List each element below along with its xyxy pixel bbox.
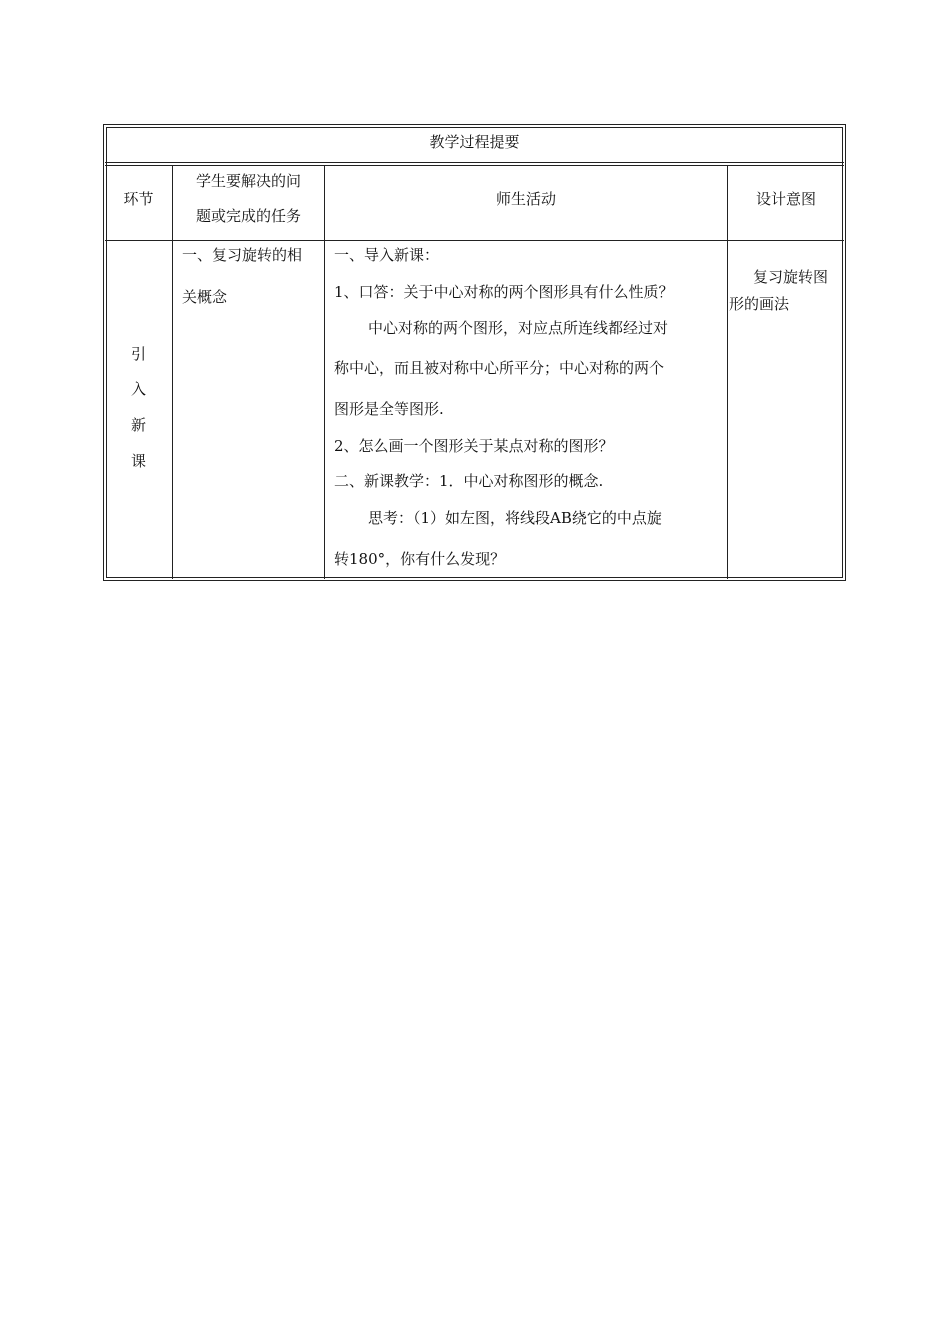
activity-line-8: 思考：（1）如左图，将线段AB绕它的中点旋 [368, 509, 662, 527]
stage-char-3: 新 [130, 416, 146, 434]
header-stage: 环节 [123, 190, 154, 208]
activity-line-3: 中心对称的两个图形，对应点所连线都经过对 [368, 319, 669, 337]
col-divider-3 [727, 165, 728, 579]
header-intent: 设计意图 [755, 190, 816, 208]
intent-line-1: 复习旋转图 [753, 268, 829, 286]
activity-line-4: 称中心，而且被对称中心所平分；中心对称的两个 [334, 359, 665, 377]
table-title: 教学过程提要 [429, 133, 520, 151]
activity-line-2: 1、口答：关于中心对称的两个图形具有什么性质？ [334, 283, 674, 301]
task-line-2: 关概念 [182, 288, 228, 306]
activity-line-9: 转180°，你有什么发现？ [334, 550, 506, 568]
activity-line-7: 二、新课教学：1．中心对称图形的概念. [334, 472, 604, 490]
header-activity: 师生活动 [495, 190, 556, 208]
stage-char-1: 引 [130, 345, 146, 363]
intent-line-2: 形的画法 [729, 295, 790, 313]
activity-line-6: 2、怎么画一个图形关于某点对称的图形？ [334, 437, 614, 455]
header-task-line1: 学生要解决的问 [195, 172, 301, 190]
header-task-line2: 题或完成的任务 [195, 207, 301, 225]
activity-line-1: 一、导入新课： [334, 246, 440, 264]
task-line-1: 一、复习旋转的相 [182, 246, 303, 264]
rule-title-bottom-1 [105, 162, 844, 163]
col-divider-1 [172, 165, 173, 579]
rule-title-bottom-2 [105, 165, 844, 166]
stage-char-2: 入 [130, 380, 146, 398]
rule-header-bottom [105, 240, 844, 241]
stage-char-4: 课 [130, 452, 146, 470]
activity-line-5: 图形是全等图形. [334, 400, 444, 418]
col-divider-2 [324, 165, 325, 579]
